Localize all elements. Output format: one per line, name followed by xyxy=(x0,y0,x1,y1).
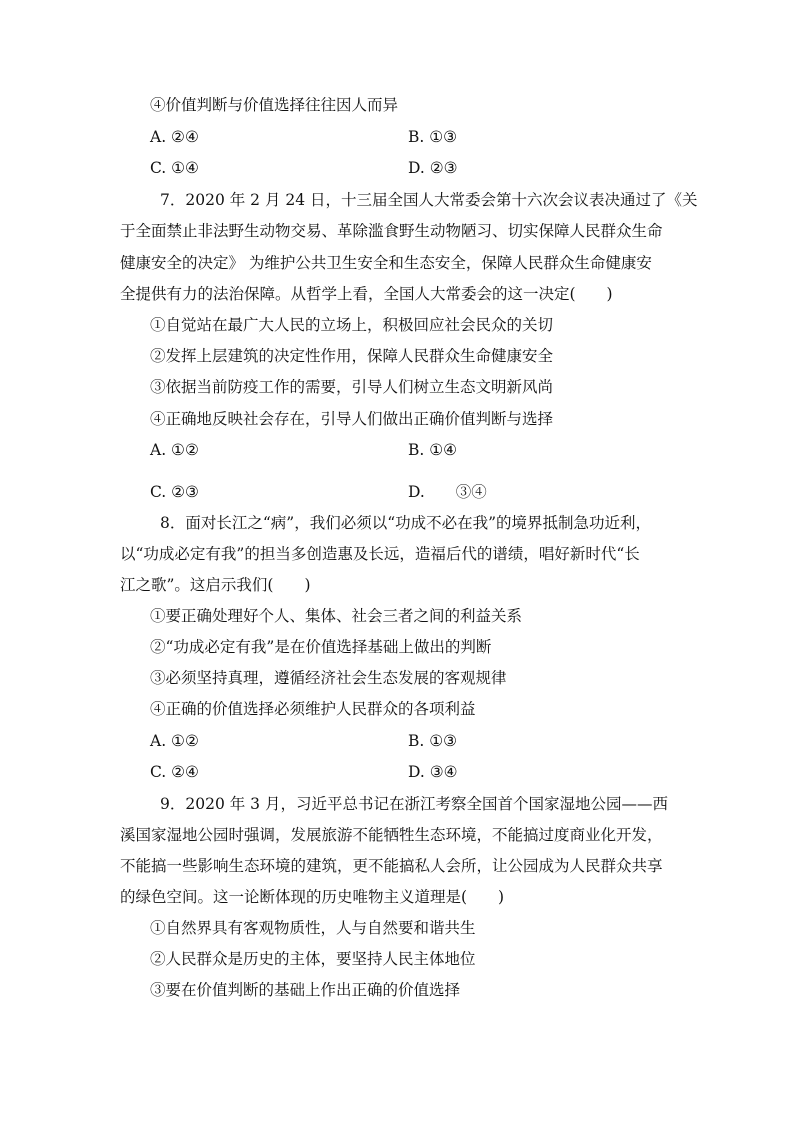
prev-option-b[interactable]: B. ①③ xyxy=(408,128,458,146)
q8-stem-line-1: 8．面对长江之“病”，我们必须以“功成不必在我”的境界抵制急功近利， xyxy=(160,514,652,532)
q9-statement-3: ③要在价值判断的基础上作出正确的价值选择 xyxy=(150,981,461,999)
q7-option-b[interactable]: B. ①④ xyxy=(408,441,458,459)
q7-statement-1: ①自觉站在最广大人民的立场上，积极回应社会民众的关切 xyxy=(150,316,554,334)
q9-statement-2: ②人民群众是历史的主体，要坚持人民主体地位 xyxy=(150,950,476,968)
q8-statement-2: ②“功成必定有我”是在价值选择基础上做出的判断 xyxy=(150,638,492,656)
q9-stem-line-4: 的绿色空间。这一论断体现的历史唯物主义道理是( ) xyxy=(120,888,505,906)
q7-stem-line-3: 健康安全的决定》 为维护公共卫生安全和生态安全，保障人民群众生命健康安 xyxy=(120,254,652,272)
q9-statement-1: ①自然界具有客观物质性，人与自然要和谐共生 xyxy=(150,919,476,937)
q7-stem-line-4: 全提供有力的法治保障。从哲学上看，全国人大常委会的这一决定( ) xyxy=(120,285,613,303)
q8-statement-4: ④正确的价值选择必须维护人民群众的各项利益 xyxy=(150,700,476,718)
q8-stem-line-2: 以“功成必定有我”的担当多创造惠及长远，造福后代的谱绩，唱好新时代“长 xyxy=(120,545,640,563)
q7-option-c[interactable]: C. ②③ xyxy=(150,483,199,501)
q9-stem-line-3: 不能搞一些影响生态环境的建筑，更不能搞私人会所，让公园成为人民群众共享 xyxy=(120,857,663,875)
q8-statement-1: ①要正确处理好个人、集体、社会三者之间的利益关系 xyxy=(150,607,523,625)
q7-stem-line-1: 7．2020 年 2 月 24 日，十三届全国人大常委会第十六次会议表决通过了《关 xyxy=(160,191,698,209)
q8-option-b[interactable]: B. ①③ xyxy=(408,732,458,750)
q8-statement-3: ③必须坚持真理，遵循经济社会生态发展的客观规律 xyxy=(150,669,507,687)
q8-option-c[interactable]: C. ②④ xyxy=(150,763,199,781)
prev-statement-4: ④价值判断与价值选择往往因人而异 xyxy=(150,96,399,114)
prev-option-d[interactable]: D. ②③ xyxy=(408,159,458,177)
q7-statement-2: ②发挥上层建筑的决定性作用，保障人民群众生命健康安全 xyxy=(150,347,554,365)
prev-option-a[interactable]: A. ②④ xyxy=(150,128,199,146)
q8-stem-line-3: 江之歌”。这启示我们( ) xyxy=(120,576,311,594)
q7-stem-line-2: 于全面禁止非法野生动物交易、革除滥食野生动物陋习、切实保障人民群众生命 xyxy=(120,222,663,240)
q7-statement-3: ③依据当前防疫工作的需要，引导人们树立生态文明新风尚 xyxy=(150,378,554,396)
q9-stem-line-2: 溪国家湿地公园时强调，发展旅游不能牺牲生态环境，不能搞过度商业化开发， xyxy=(120,826,663,844)
prev-option-c[interactable]: C. ①④ xyxy=(150,159,199,177)
q9-stem-line-1: 9．2020 年 3 月，习近平总书记在浙江考察全国首个国家湿地公园——西 xyxy=(160,795,668,813)
q8-option-a[interactable]: A. ①② xyxy=(150,732,199,750)
q7-statement-4: ④正确地反映社会存在，引导人们做出正确价值判断与选择 xyxy=(150,410,554,428)
q8-option-d[interactable]: D. ③④ xyxy=(408,763,458,781)
q7-option-a[interactable]: A. ①② xyxy=(150,441,199,459)
q7-option-d[interactable]: D. ③④ xyxy=(408,483,487,501)
